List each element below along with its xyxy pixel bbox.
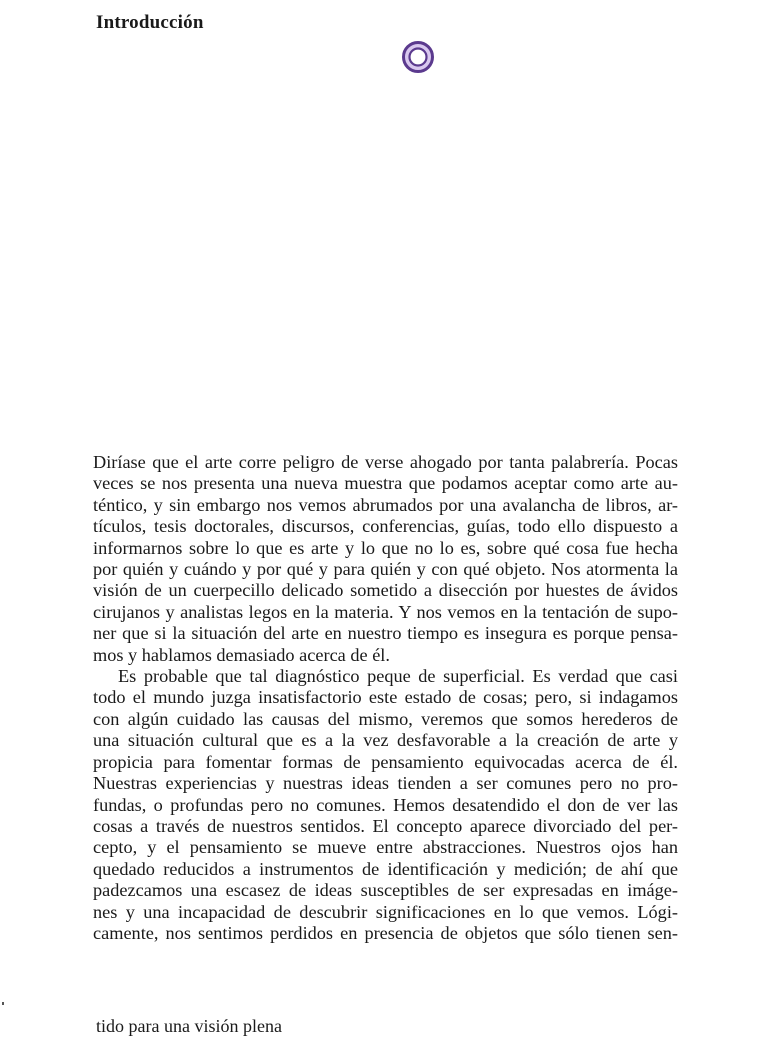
scan-speck [2,1002,4,1005]
text-line: cosas a través de nuestros sentidos. El concepto aparece divorciado del per- [93,815,678,836]
body-text [93,452,678,944]
text-line: nes y una incapacidad de descubrir significaciones en lo que vemos. Lógi- [93,901,678,922]
text-line: Es probable que tal diagnóstico peque de superficial. Es verdad que casi [118,666,678,687]
text-line: Diríase que el arte corre peligro de verse ahogado por tanta palabrería. Pocas [93,452,678,472]
text-line: tículos, tesis doctorales, discursos, conferencias, guías, todo ello dispuesto a [93,516,678,537]
text-line: veces se nos presenta una nueva muestra que podamos aceptar como arte au- [93,473,678,494]
text-line: Nuestras experiencias y nuestras ideas tienden a ser comunes pero no pro- [93,773,678,794]
text-line: con algún cuidado las causas del mismo, veremos que somos herederos de [93,708,678,729]
text-line: mos y hablamos demasiado acerca de él. [93,644,390,665]
text-line: fundas, o profundas pero no comunes. Hemos desatendido el don de ver las [93,794,678,815]
text-line: informarnos sobre lo que es arte y lo que no lo es, sobre qué cosa fue hecha [93,537,678,558]
chapter-heading: Introducción [96,12,204,33]
text-line: ner que si la situación del arte en nuestro tiempo es insegura es porque pensa- [93,623,678,644]
text-line: camente, nos sentimos perdidos en presencia de objetos que sólo tienen sen- [93,922,678,943]
text-line: propicia para fomentar formas de pensamiento equivocadas acerca de él. [93,751,678,772]
text-line: quedado reducidos a instrumentos de identificación y medición; de ahí que [93,858,678,879]
circle-marker-icon [401,40,435,74]
cutoff-text-line: tido para una visión plena [96,1016,282,1036]
text-line: por quién y cuándo y por qué y para quién y con qué objeto. Nos atormenta la [93,559,678,580]
text-line: visión de un cuerpecillo delicado sometido a disección por huestes de ávidos [93,580,678,601]
paragraph-1 [93,452,678,666]
text-line: cirujanos y analistas legos en la materia. Y nos vemos en la tentación de supo- [93,601,678,622]
text-line: una situación cultural que es a la vez desfavorable a la creación de arte y [93,730,678,751]
text-line: padezcamos una escasez de ideas susceptibles de ser expresadas en imáge- [93,880,678,901]
text-line: téntico, y sin embargo nos vemos abrumados por una avalancha de libros, ar- [93,494,678,515]
text-line: cepto, y el pensamiento se mueve entre abstracciones. Nuestros ojos han [93,837,678,858]
text-line: todo el mundo juzga insatisfactorio este estado de cosas; pero, si indagamos [93,687,678,708]
paragraph-2 [93,666,678,944]
